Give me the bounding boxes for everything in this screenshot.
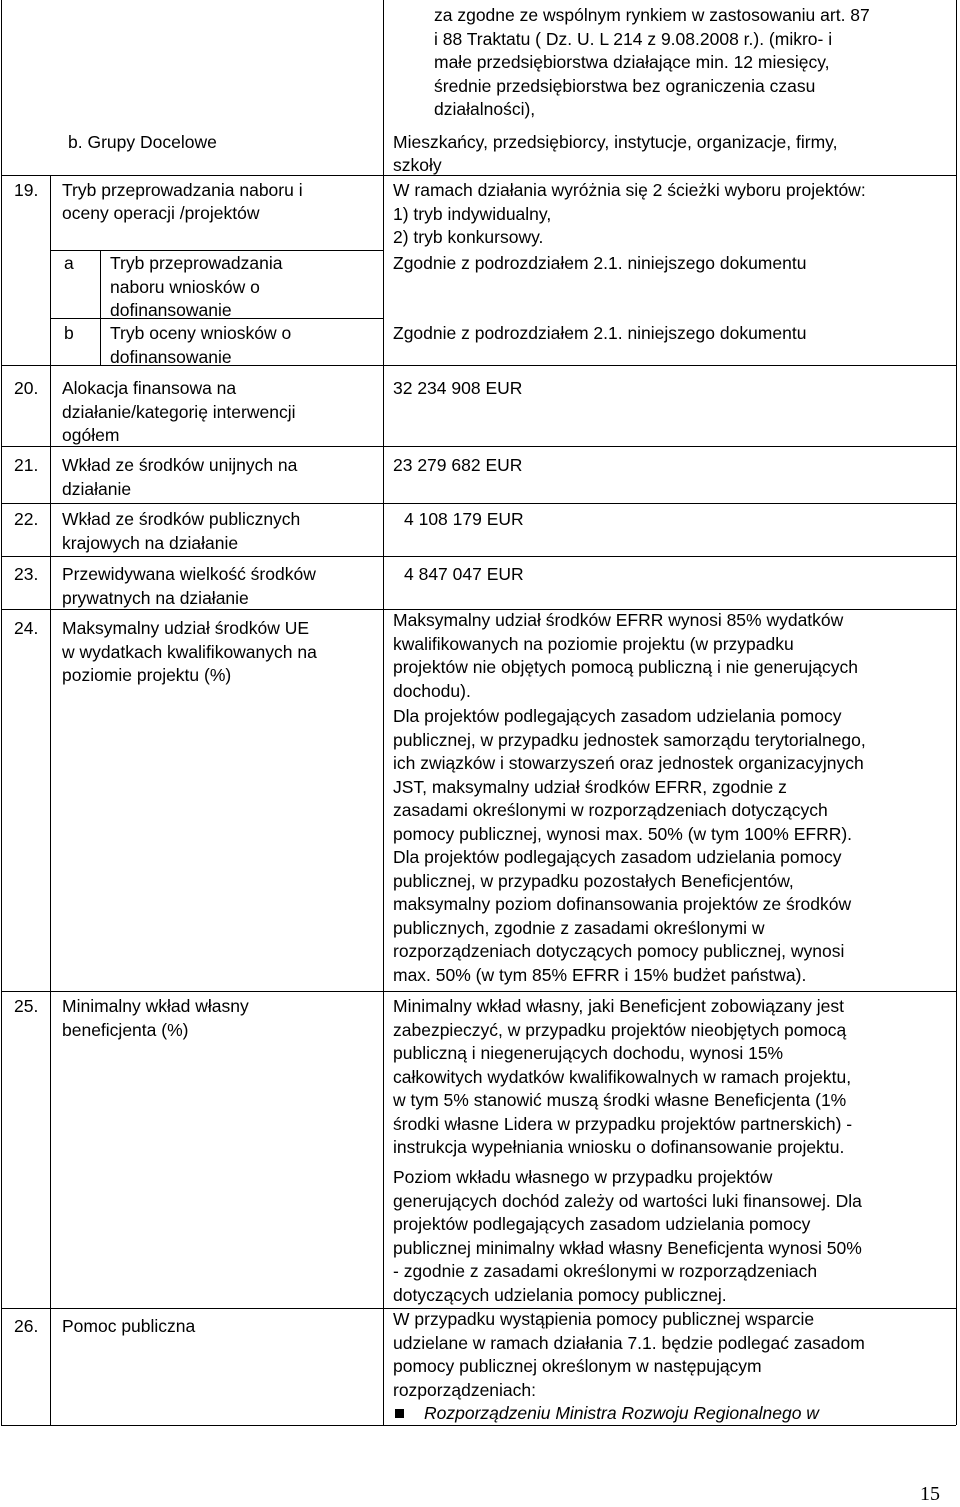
max-eu-share-paragraph-3: Dla projektów podlegających zasadom udzielania pomocy publicznej, w przypadku pozostałych Beneficjentów, maksymalny poziom dofinansowania projektów ze środków publicznych, zgodnie z zasadami określonymi w rozporządzeniach dotyczących pomocy publicznej, wynosi max. 50% (w tym 85% EFRR i 15% budżet państwa). (393, 847, 852, 985)
row-label: Minimalny wkład własny beneficjenta (%) (62, 996, 249, 1040)
sub-b-value: Zgodnie z podrozdziałem 2.1. niniejszego dokumentu (393, 323, 807, 343)
row-label: Wkład ze środków publicznych krajowych na działanie (62, 509, 301, 553)
target-groups-label: b. Grupy Docelowe (68, 132, 217, 152)
own-contribution-paragraph-1: Minimalny wkład własny, jaki Beneficjent zobowiązany jest zabezpieczyć, w przypadku projektów nieobjętych pomocą publiczną i niegenerujących dochodu, wynosi 15% całkowitych wydatków kwalifikowalnych w ramach projektu, w tym 5% stanowić muszą środki własne Beneficjenta (1% środki własne Lidera w przypadku projektów partnerskich) - instrukcja wypełniania wniosku o dofinansowanie projektu. (393, 996, 853, 1157)
target-groups-value: Mieszkańcy, przedsiębiorcy, instytucje, organizacje, firmy, (393, 132, 838, 152)
sub-a-value: Zgodnie z podrozdziałem 2.1. niniejszego dokumentu (393, 253, 807, 273)
table-border-right (956, 0, 957, 1425)
table-border-left (1, 0, 2, 1425)
sub-letter-b: b (64, 323, 74, 343)
row-number: 19. (14, 180, 39, 200)
row-label: Tryb przeprowadzania naboru i (62, 180, 303, 200)
max-eu-share-paragraph-1: Maksymalny udział środków EFRR wynosi 85% wydatków kwalifikowanych na poziomie projektu (w przypadku projektów nie objętych pomocą publiczną i nie generujących dochodu). (393, 610, 858, 701)
row-number: 26. (14, 1316, 39, 1336)
sub-letter-a: a (64, 253, 74, 273)
row-label: Wkład ze środków unijnych na działanie (62, 455, 298, 499)
state-aid-paragraph: W przypadku wystąpienia pomocy publicznej wsparcie udzielane w ramach działania 7.1. będzie podlegać zasadom pomocy publicznej określonym w następującym rozporządzeniach: (393, 1309, 865, 1400)
sub-a-label: Tryb przeprowadzania naboru wniosków o dofinansowanie (110, 253, 283, 320)
row-divider (1, 556, 956, 557)
sub-b-label: Tryb oceny wniosków o dofinansowanie (110, 323, 292, 367)
state-aid-bullet: Rozporządzeniu Ministra Rozwoju Regionalnego w (395, 1402, 955, 1426)
row-number: 21. (14, 455, 39, 475)
private-contribution-value: 4 847 047 EUR (404, 564, 524, 584)
selection-mode-value: W ramach działania wyróżnia się 2 ścieżki wyboru projektów: 1) tryb indywidualny, 2) tryb konkursowy. (393, 180, 866, 247)
row-label: Alokacja finansowa na działanie/kategorię interwencji ogółem (62, 378, 296, 445)
public-contribution-value: 4 108 179 EUR (404, 509, 524, 529)
column-divider (383, 0, 384, 1425)
row-number: 25. (14, 996, 39, 1016)
square-bullet-icon (395, 1409, 404, 1418)
eu-contribution-value: 23 279 682 EUR (393, 455, 523, 475)
row-number: 22. (14, 509, 39, 529)
num-column-divider (50, 175, 51, 1425)
row-label: Pomoc publiczna (62, 1316, 196, 1336)
row-label: Przewidywana wielkość środków prywatnych na działanie (62, 564, 316, 608)
page-number: 15 (920, 1483, 940, 1505)
row-number: 24. (14, 618, 39, 638)
letter-column-divider (100, 250, 101, 365)
row-divider (50, 250, 383, 251)
target-groups-value-line2: szkoły (393, 155, 442, 175)
row-divider (1, 175, 956, 176)
row-divider (1, 991, 956, 992)
max-eu-share-paragraph-2: Dla projektów podlegających zasadom udzielania pomocy publicznej, w przypadku jednostek samorządu terytorialnego, ich związków i stowarzyszeń oraz jednostek organizacyjnych JST, maksymalny udział środków EFRR, zgodnie z zasadami określonymi w rozporządzeniach dotyczących pomocy publicznej, wynosi max. 50% (w tym 100% EFRR). (393, 706, 866, 844)
row-number: 23. (14, 564, 39, 584)
continued-cell-text: za zgodne ze wspólnym rynkiem w zastosowaniu art. 87 i 88 Traktatu ( Dz. U. L 214 z 9.08.2008 r.). (mikro- i małe przedsiębiorstwa działające min. 12 miesięcy, średnie przedsiębiorstwa bez ograniczenia czasu działalności), (434, 5, 870, 119)
allocation-value: 32 234 908 EUR (393, 378, 523, 398)
own-contribution-paragraph-2: Poziom wkładu własnego w przypadku projektów generujących dochód zależy od wartości luki finansowej. Dla projektów podlegających zasadom udzielania pomocy publicznej minimalny wkład własny Beneficjenta wynosi 50% - zgodnie z zasadami określonymi w rozporządzeniach dotyczących udzielania pomocy publicznej. (393, 1167, 862, 1305)
row-label-line2: oceny operacji /projektów (62, 203, 260, 223)
row-label: Maksymalny udział środków UE w wydatkach kwalifikowanych na poziomie projektu (%) (62, 618, 317, 685)
row-number: 20. (14, 378, 39, 398)
row-divider (1, 503, 956, 504)
